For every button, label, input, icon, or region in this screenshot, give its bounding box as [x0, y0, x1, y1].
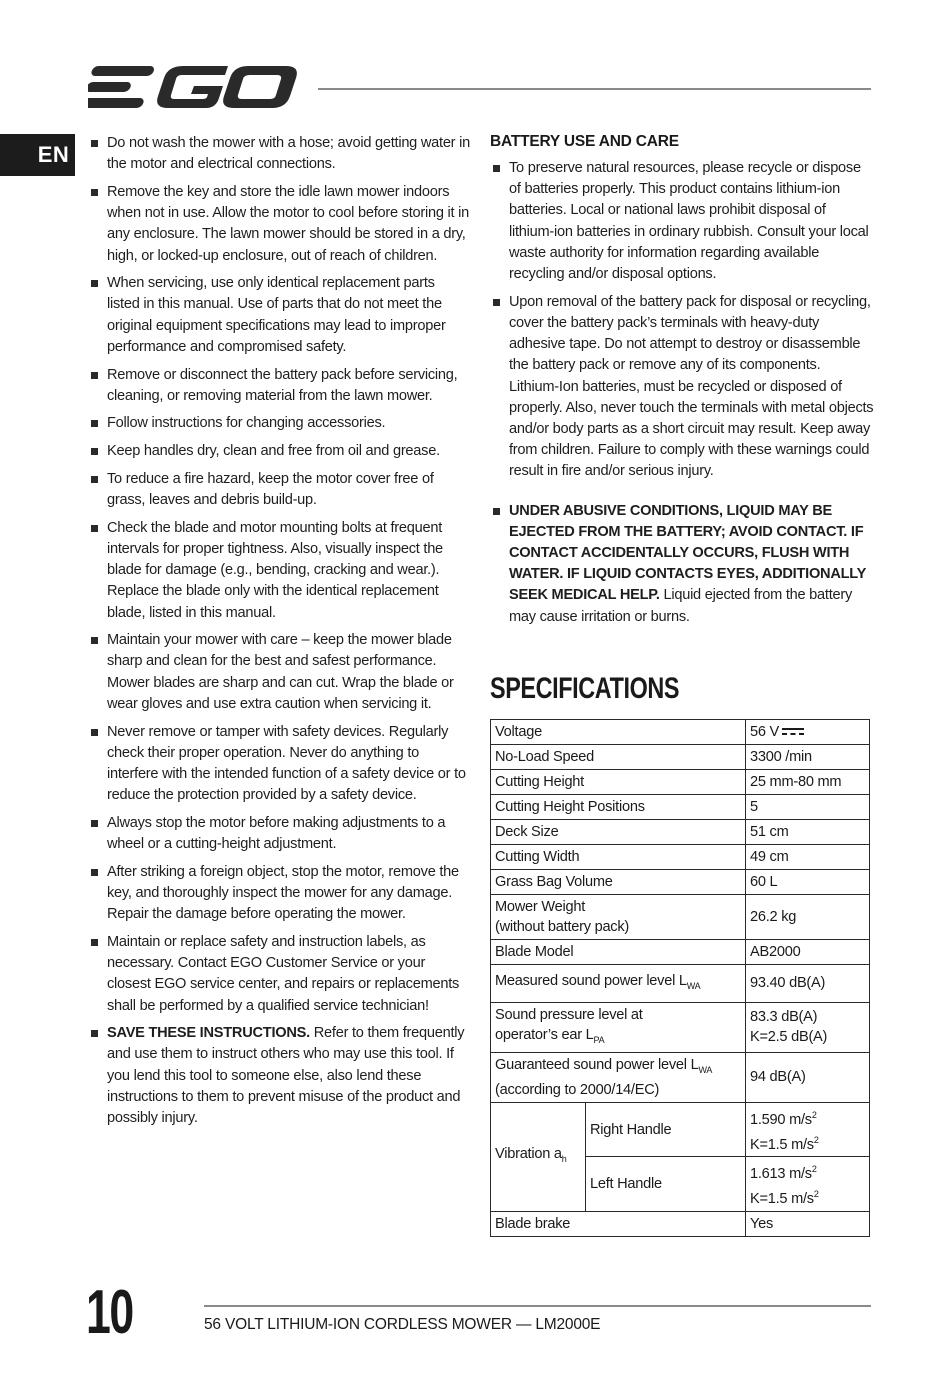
- spec-value: 83.3 dB(A) K=2.5 dB(A): [746, 1002, 870, 1052]
- right-column: [490, 133, 874, 634]
- bullet-square-icon: [91, 637, 98, 644]
- spec-value: 3300 /min: [746, 745, 870, 770]
- list-item: After striking a foreign object, stop the motor, remove the key, and thoroughly inspect the mower for any damage. Repair the damage before operating the mower.: [88, 862, 470, 926]
- list-item: SAVE THESE INSTRUCTIONS. Refer to them frequently and use them to instruct others who may use this tool. If you lend this tool to someone else, also lend these instructions to them to prevent misuse of the product and possibly injury.: [88, 1023, 470, 1129]
- spec-label: Vibration $a_h$: [491, 1102, 586, 1211]
- dc-current-icon: [782, 727, 804, 737]
- list-item: Remove the key and store the idle lawn mower indoors when not in use. Allow the motor to cool before storing it in any enclosure. The lawn mower should be stored in a dry, high, or locked-up enclosure, out of reach of children.: [88, 182, 470, 267]
- list-item: Keep handles dry, clean and free from oil and grease.: [88, 441, 470, 462]
- ego-logo: [88, 64, 300, 115]
- spec-value: 1.590 $m/s^2$ K=1.5 $m/s^2$: [746, 1102, 870, 1157]
- left-column: [88, 133, 470, 1136]
- spec-value: 49 cm: [746, 845, 870, 870]
- maintenance-bullet-list: [88, 133, 470, 1129]
- bullet-square-icon: [91, 140, 98, 147]
- page-number: 10: [86, 1278, 133, 1347]
- spec-label: Blade brake: [491, 1212, 746, 1237]
- spec-value: 1.613 $m/s^2$ K=1.5 $m/s^2$: [746, 1157, 870, 1212]
- bullet-square-icon: [91, 939, 98, 946]
- battery-section-heading: BATTERY USE AND CARE: [490, 133, 679, 150]
- table-row: [491, 770, 870, 795]
- spec-sublabel: Left Handle: [586, 1157, 746, 1212]
- spec-value: 25 mm-80 mm: [746, 770, 870, 795]
- spec-label: No-Load Speed: [491, 745, 746, 770]
- spec-value: Yes: [746, 1212, 870, 1237]
- footer-rule: [204, 1305, 871, 1307]
- spec-label: Sound pressure level at operator’s ear $L_{PA}$: [491, 1002, 746, 1052]
- specifications-heading: SPECIFICATIONS: [490, 672, 680, 705]
- spec-label: Voltage: [491, 720, 746, 745]
- bullet-square-icon: [91, 420, 98, 427]
- spec-value: AB2000: [746, 940, 870, 965]
- spec-value: 26.2 kg: [746, 895, 870, 940]
- list-item: Maintain or replace safety and instruction labels, as necessary. Contact EGO Customer Service or your closest EGO service center, and repairs or replacements shall be performed by a qualified service technician!: [88, 932, 470, 1017]
- list-item: UNDER ABUSIVE CONDITIONS, LIQUID MAY BE EJECTED FROM THE BATTERY; AVOID CONTACT. IF CONTACT ACCIDENTALLY OCCURS, FLUSH WITH WATER. IF LIQUID CONTACTS EYES, ADDITIONALLY SEEK MEDICAL HELP. Liquid ejected from the battery may cause irritation or burns.: [490, 501, 874, 628]
- table-row: [491, 795, 870, 820]
- table-row: [491, 1002, 870, 1052]
- list-item: Always stop the motor before making adjustments to a wheel or a cutting-height adjustment.: [88, 813, 470, 855]
- spec-value: 93.40 dB(A): [746, 965, 870, 1003]
- footer-title: 56 VOLT LITHIUM-ION CORDLESS MOWER — LM2000E: [204, 1316, 601, 1333]
- table-row: [491, 1052, 870, 1102]
- spec-value: 94 dB(A): [746, 1052, 870, 1102]
- bullet-square-icon: [91, 1030, 98, 1037]
- bullet-square-icon: [91, 189, 98, 196]
- spec-label: Cutting Height Positions: [491, 795, 746, 820]
- list-item: When servicing, use only identical replacement parts listed in this manual. Use of parts that do not meet the original equipment specifications may lead to improper performance and compromised safety.: [88, 273, 470, 358]
- spec-value: 60 L: [746, 870, 870, 895]
- bullet-square-icon: [91, 729, 98, 736]
- spec-value: 56 V: [746, 720, 870, 745]
- table-row: [491, 820, 870, 845]
- spec-label: Guaranteed sound power level $L_{WA}$ (according to 2000/14/EC): [491, 1052, 746, 1102]
- table-row: [491, 845, 870, 870]
- list-item: Check the blade and motor mounting bolts at frequent intervals for proper tightness. Also, visually inspect the blade for damage (e.g., bending, cracking and wear.). Replace the blade only with the identical replacement blade, listed in this manual.: [88, 518, 470, 624]
- table-row: [491, 965, 870, 1003]
- table-row: [491, 745, 870, 770]
- bullet-square-icon: [493, 508, 500, 515]
- table-row: [491, 940, 870, 965]
- bullet-square-icon: [91, 448, 98, 455]
- spec-label: Cutting Width: [491, 845, 746, 870]
- bullet-square-icon: [91, 280, 98, 287]
- table-row: [491, 895, 870, 940]
- list-item: Follow instructions for changing accessories.: [88, 413, 470, 434]
- bullet-square-icon: [493, 299, 500, 306]
- language-tab: EN: [0, 134, 75, 176]
- header-rule: [318, 88, 871, 90]
- list-item: To preserve natural resources, please recycle or dispose of batteries properly. This product contains lithium-ion batteries. Local or national laws prohibit disposal of lithium-ion batteries in ordinary rubbish. Consult your local waste authority for information regarding available recycling and/or disposal options.: [490, 158, 874, 285]
- list-item: Do not wash the mower with a hose; avoid getting water in the motor and electrical connections.: [88, 133, 470, 175]
- spec-sublabel: Right Handle: [586, 1102, 746, 1157]
- table-row: [491, 870, 870, 895]
- list-item: Upon removal of the battery pack for disposal or recycling, cover the battery pack’s terminals with heavy-duty adhesive tape. Do not attempt to destroy or disassemble the battery pack or remove any of its components. Lithium-Ion batteries, must be recycled or disposed of properly. Also, never touch the terminals with metal objects and/or body parts as a short circuit may result. Keep away from children. Failure to comply with these warnings could result in fire and/or serious injury.: [490, 292, 874, 483]
- bullet-square-icon: [91, 476, 98, 483]
- spec-value: 5: [746, 795, 870, 820]
- table-row: [491, 720, 870, 745]
- list-item: Remove or disconnect the battery pack before servicing, cleaning, or removing material from the lawn mower.: [88, 365, 470, 407]
- spec-label: Mower Weight (without battery pack): [491, 895, 746, 940]
- specifications-table: [490, 719, 870, 1237]
- bullet-square-icon: [91, 525, 98, 532]
- list-item: Maintain your mower with care – keep the mower blade sharp and clean for the best and safest performance. Mower blades are sharp and can cut. Wrap the blade or wear gloves and use extra caution when servicing it.: [88, 630, 470, 715]
- spec-label: Grass Bag Volume: [491, 870, 746, 895]
- table-row: [491, 1212, 870, 1237]
- ego-logo-mark: [88, 64, 300, 110]
- spec-value: 51 cm: [746, 820, 870, 845]
- table-row: [491, 1102, 870, 1157]
- bullet-square-icon: [91, 869, 98, 876]
- spec-label: Blade Model: [491, 940, 746, 965]
- spec-label: Measured sound power level $L_{WA}$: [491, 965, 746, 1003]
- spec-label: Deck Size: [491, 820, 746, 845]
- list-item: Never remove or tamper with safety devices. Regularly check their proper operation. Never do anything to interfere with the intended function of a safety device or to reduce the protection provided by a safety device.: [88, 722, 470, 807]
- list-item: To reduce a fire hazard, keep the motor cover free of grass, leaves and debris build-up.: [88, 469, 470, 511]
- bullet-square-icon: [91, 820, 98, 827]
- battery-bullet-list: [490, 158, 874, 628]
- bullet-square-icon: [493, 165, 500, 172]
- bullet-square-icon: [91, 372, 98, 379]
- spec-label: Cutting Height: [491, 770, 746, 795]
